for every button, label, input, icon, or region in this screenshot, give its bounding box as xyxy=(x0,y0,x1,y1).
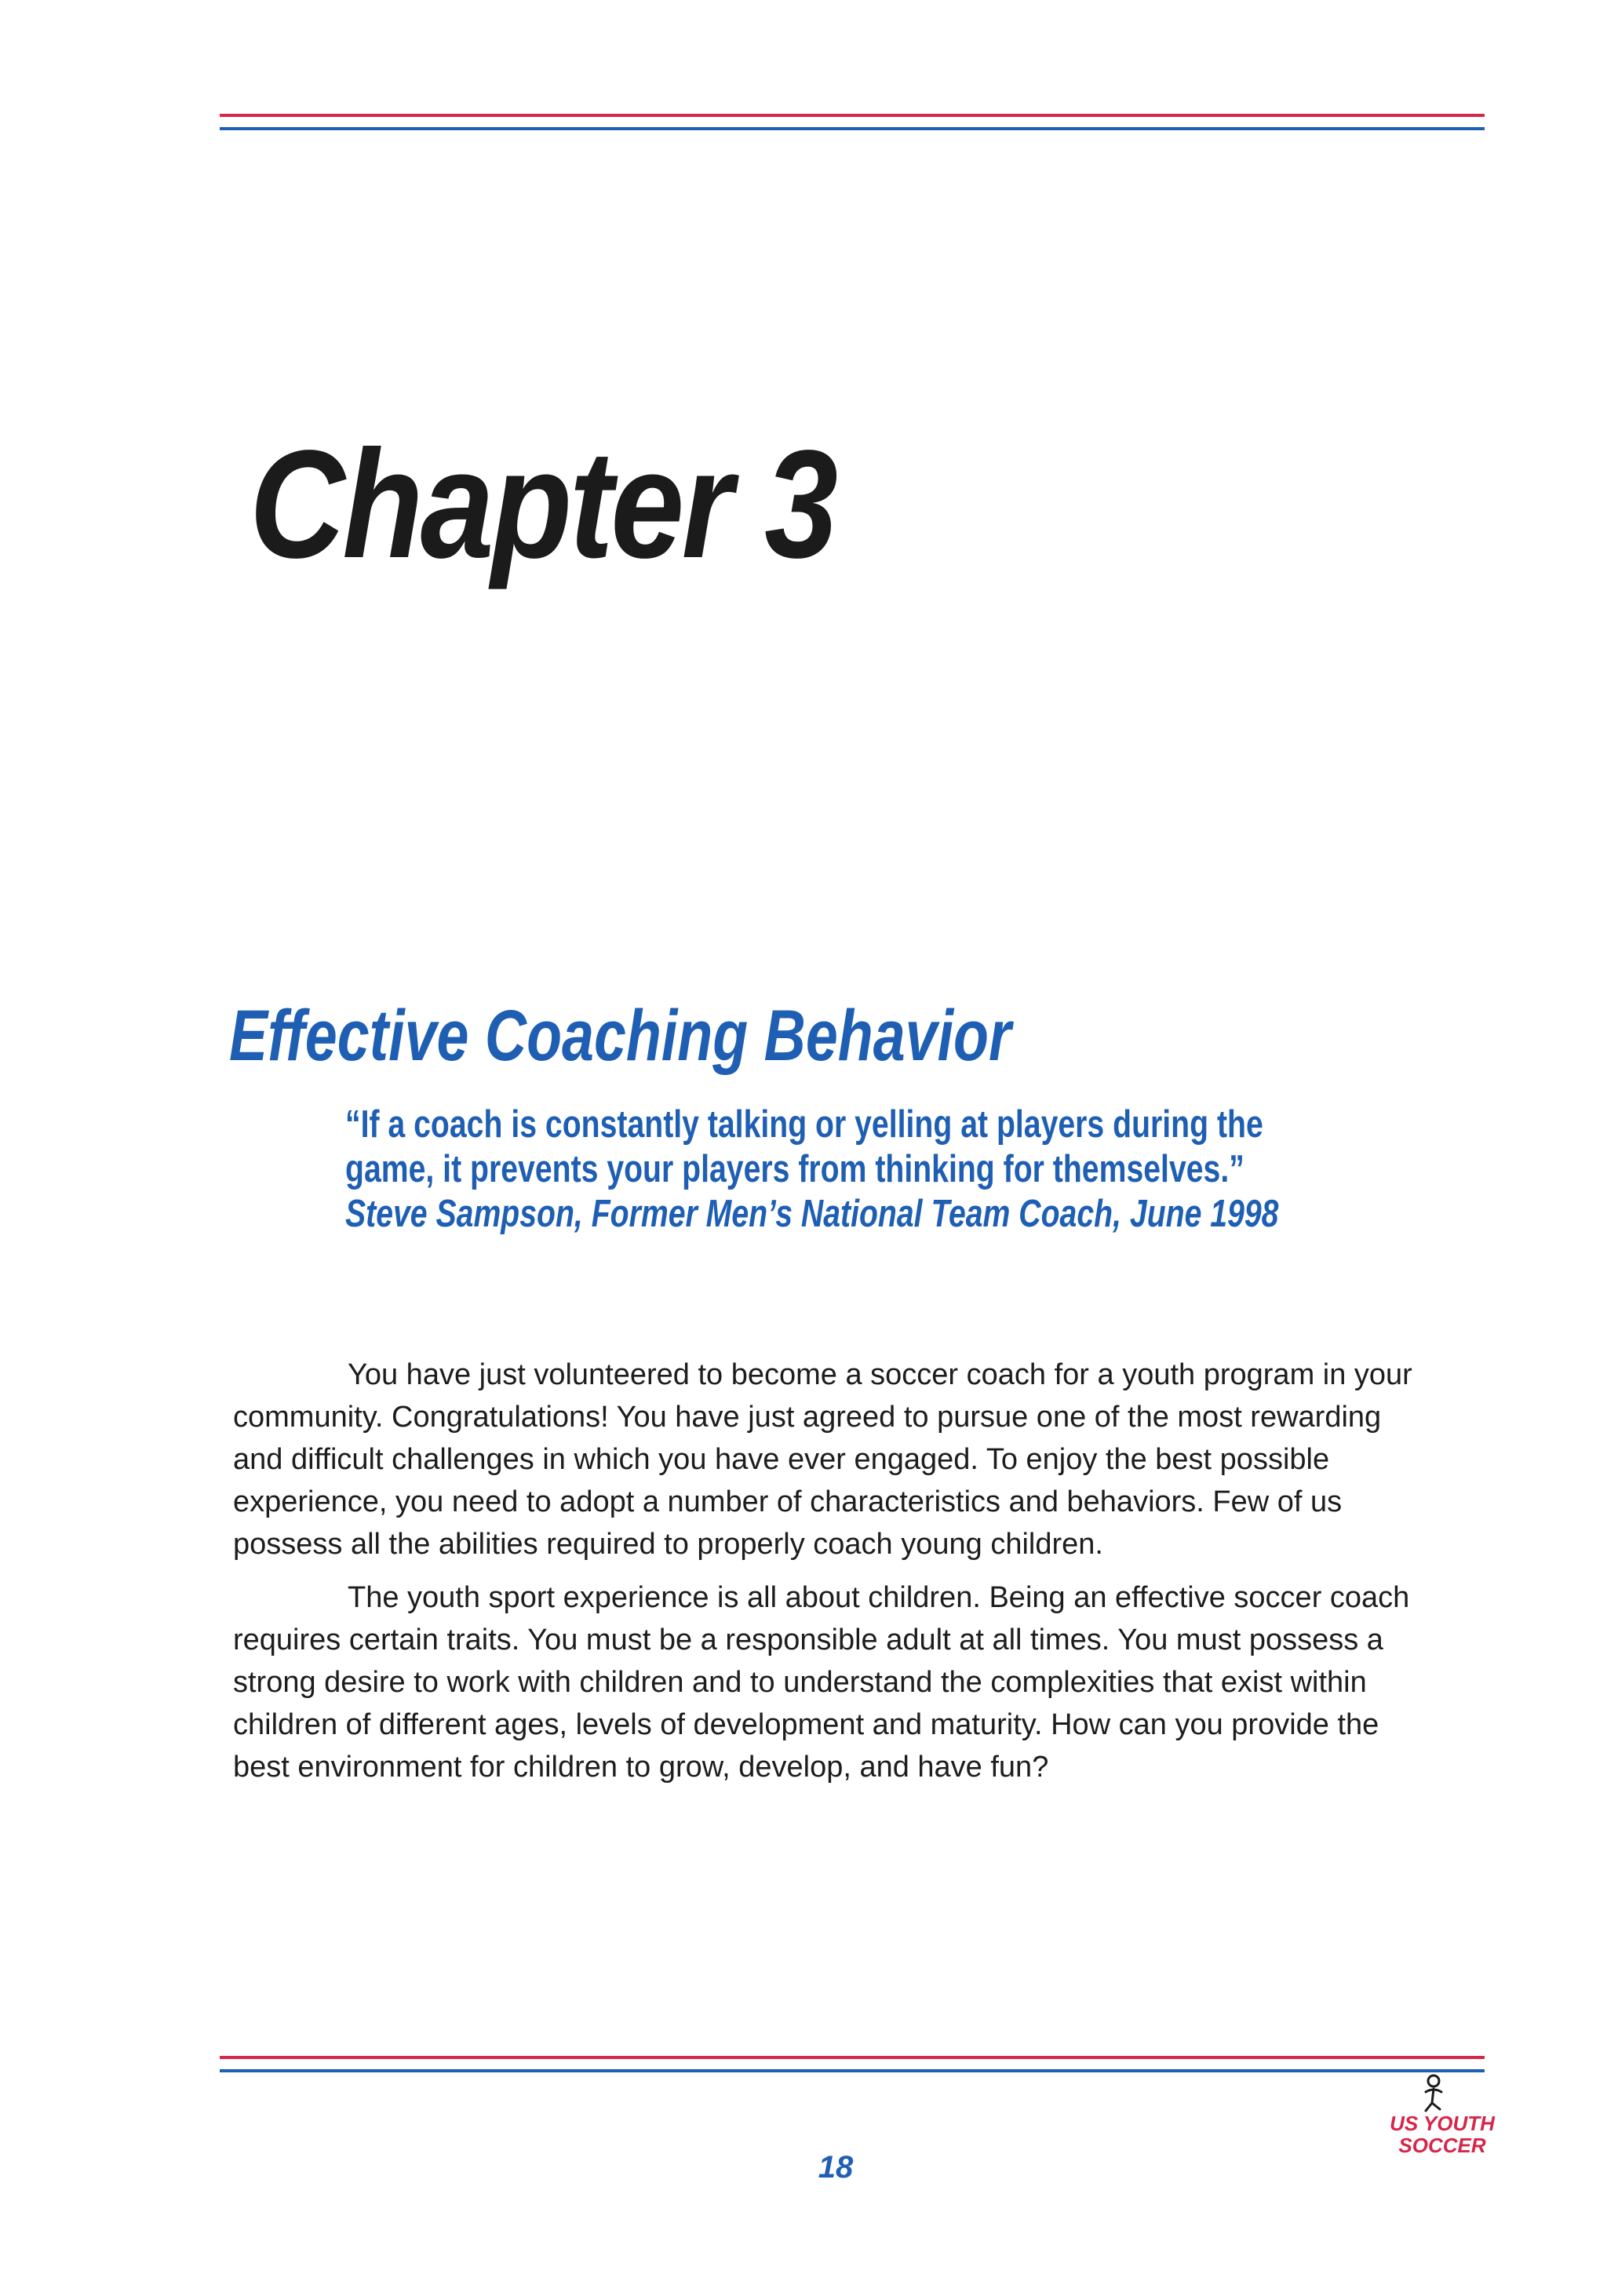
footer-rule-red xyxy=(220,2056,1485,2059)
quote-attribution: Steve Sampson, Former Men’s National Team Coach, June 1998 xyxy=(345,1193,1279,1235)
footer-rule-blue xyxy=(220,2069,1485,2072)
header-rule-blue xyxy=(220,127,1485,130)
chapter-title: Chapter 3 xyxy=(250,418,836,590)
paragraph: The youth sport experience is all about children. Being an effective soccer coach requires certain traits. You must be a responsible adult at all times. You must possess a strong desire to work with children and to understand the complexities that exist within children of different ages, levels of development and maturity. How can you provide the best environment for children to grow, develop, and have fun? xyxy=(233,1581,1410,1784)
body-text xyxy=(233,1354,1434,1799)
section-title: Effective Coaching Behavior xyxy=(229,996,1011,1076)
quote-block xyxy=(345,1102,1287,1237)
quote-line-2: game, it prevents your players from thinking for themselves.” xyxy=(345,1148,1244,1190)
page-number: 18 xyxy=(818,2150,854,2185)
us-youth-soccer-logo xyxy=(1354,2072,1510,2166)
header-rule-red xyxy=(220,114,1485,117)
paragraph: You have just volunteered to become a soccer coach for a youth program in your community. Congratulations! You have just agreed to pursue one of the most rewarding and difficult challenges in which you have ever engaged. To enjoy the best possible experience, you need to adopt a number of characteristics and behaviors. Few of us possess all the abilities required to properly coach young children. xyxy=(233,1358,1412,1561)
quote-line-1: “If a coach is constantly talking or yelling at players during the xyxy=(345,1103,1263,1146)
logo-text: US YOUTH SOCCER xyxy=(1390,2112,1495,2157)
